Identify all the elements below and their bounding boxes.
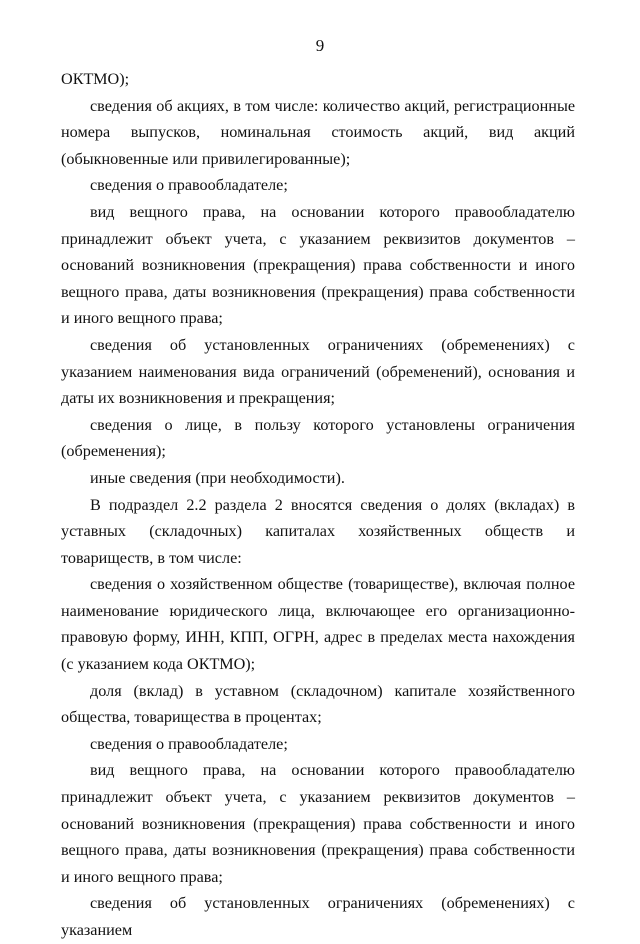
paragraph-encumbrances: сведения об установленных ограничениях (обременениях) с указанием наименования вида ограничений (обременений), основания и даты их возникновения и прекращения; bbox=[61, 335, 575, 408]
page-number: 9 bbox=[315, 36, 325, 55]
paragraph-company-info: сведения о хозяйственном обществе (товариществе), включая полное наименование юридического лица, включающее его организационно-правовую форму, ИНН, КПП, ОГРН, адрес в пределах места нахождения (с указанием кода ОКТМО); bbox=[61, 575, 575, 674]
paragraph-shares-info: сведения об акциях, в том числе: количество акций, регистрационные номера выпусков, номинальная стоимость акций, вид акций (обыкновенные или привилегированные); bbox=[61, 96, 575, 168]
paragraph-encumbrance-beneficiary: сведения о лице, в пользу которого установлены ограничения (обременения); bbox=[61, 415, 575, 461]
paragraph-property-right-type: вид вещного права, на основании которого правообладателю принадлежит объект учета, с указанием реквизитов документов – оснований возникновения (прекращения) права собственности и иного вещного права, даты возникновения (прекращения) права собственности и иного вещного права; bbox=[61, 202, 575, 328]
paragraph-other-info: иные сведения (при необходимости). bbox=[90, 468, 345, 487]
paragraph-oktmo-continuation: ОКТМО); bbox=[61, 70, 130, 88]
paragraph-rightholder-info-2: сведения о правообладателе; bbox=[90, 734, 288, 753]
document-body bbox=[61, 66, 575, 944]
paragraph-rightholder-info: сведения о правообладателе; bbox=[90, 176, 288, 195]
paragraph-encumbrances-2: сведения об установленных ограничениях (обременениях) с указанием bbox=[61, 894, 575, 939]
paragraph-property-right-type-2: вид вещного права, на основании которого правообладателю принадлежит объект учета, с указанием реквизитов документов – оснований возникновения (прекращения) права собственности и иного вещного права, даты возникновения (прекращения) права собственности и иного вещного права; bbox=[61, 761, 575, 886]
paragraph-share-percent: доля (вклад) в уставном (складочном) капитале хозяйственного общества, товарищества в процентах; bbox=[61, 681, 575, 727]
paragraph-subsection-2-2: В подраздел 2.2 раздела 2 вносятся сведения о долях (вкладах) в уставных (складочных) капиталах хозяйственных обществ и товариществ, в том числе: bbox=[61, 495, 575, 567]
